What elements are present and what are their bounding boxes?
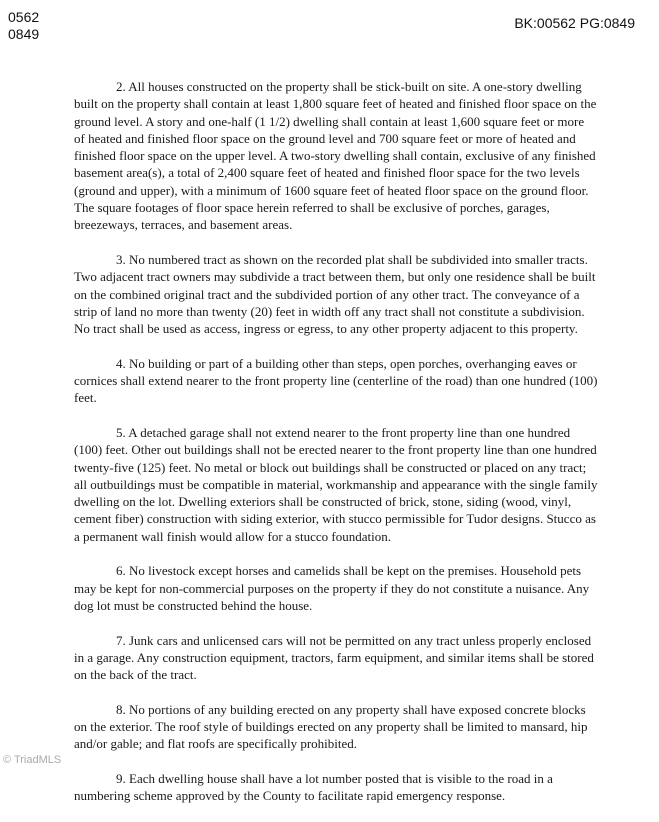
- paragraph-text: 6. No livestock except horses and camelids shall be kept on the premises. Household pets may be kept for non-commercial purposes on the property if they do not constitute a nuisance. Any dog lot must be constructed behind the house.: [74, 563, 590, 613]
- book-number: 0562: [8, 9, 40, 25]
- paragraph-9: [74, 770, 598, 805]
- paragraph-text: 9. Each dwelling house shall have a lot number posted that is visible to the road in a numbering scheme approved by the County to facilitate rapid emergency response.: [74, 770, 553, 804]
- paragraph-3: [74, 251, 598, 337]
- paragraph-text: 2. All houses constructed on the property shall be stick-built on site. A one-story dwelling built on the property shall contain at least 1,800 square feet of heated and finished floor space on the ground level. A story and one-half (1 1/2) dwelling shall contain at least 1,600 square feet or more of heated and finished floor space on the ground level and 700 square feet or more of heated and finished floor space on the upper level. A two-story dwelling shall contain, exclusive of any finished basement area(s), a total of 2,400 square feet of heated and finished floor space for the two levels (ground and upper), with a minimum of 1600 square feet of heated floor space on the ground floor. The square footages of floor space herein referred to shall be exclusive of porches, garages, breezeways, terraces, and basement areas.: [74, 79, 597, 233]
- document-body: [74, 78, 598, 822]
- paragraph-6: [74, 562, 598, 614]
- paragraph-2: [74, 78, 598, 234]
- paragraph-8: [74, 701, 598, 753]
- paragraph-text: 5. A detached garage shall not extend nearer to the front property line than one hundred (100) feet. Other out buildings shall not be erected nearer to the front property line than one hundred twenty-five (125) feet. No metal or block out buildings shall be constructed or placed on any tract; all outbuildings must be compatible in material, workmanship and appearance with the single family dwelling on the lot. Dwelling exteriors shall be constructed of brick, stone, siding (wood, vinyl, cement fiber) construction with siding exterior, with stucco permissible for Tudor designs. Stucco as a permanent wall finish would allow for a stucco foundation.: [74, 424, 598, 544]
- paragraph-text: 3. No numbered tract as shown on the recorded plat shall be subdivided into smaller tracts. Two adjacent tract owners may subdivide a tract between them, but only one residence shall be built on the combined original tract and the subdivided portion of any other tract. The conveyance of a strip of land no more than twenty (20) feet in width off any tract shall not constitute a subdivision. No tract shall be used as access, ingress or egress, to any other property adjacent to this property.: [74, 251, 596, 337]
- page-number: 0849: [8, 26, 40, 42]
- paragraph-5: [74, 424, 598, 545]
- watermark: © TriadMLS: [3, 754, 62, 766]
- paragraph-text: 4. No building or part of a building other than steps, open porches, overhanging eaves or cornices shall extend nearer to the front property line (centerline of the road) than one hundred (100) feet.: [74, 355, 598, 406]
- book-page-header: [8, 9, 39, 43]
- book-page-stamp: BK:00562 PG:0849: [514, 15, 635, 31]
- paragraph-4: [74, 355, 598, 407]
- paragraph-7: [74, 632, 598, 684]
- paragraph-text: 7. Junk cars and unlicensed cars will not be permitted on any tract unless properly enclosed in a garage. Any construction equipment, tractors, farm equipment, and similar items shall be stored on the back of the tract.: [74, 632, 594, 683]
- paragraph-text: 8. No portions of any building erected on any property shall have exposed concrete blocks on the exterior. The roof style of buildings erected on any property shall be limited to mansard, hip and/or gable; and flat roofs are specifically prohibited.: [74, 701, 588, 752]
